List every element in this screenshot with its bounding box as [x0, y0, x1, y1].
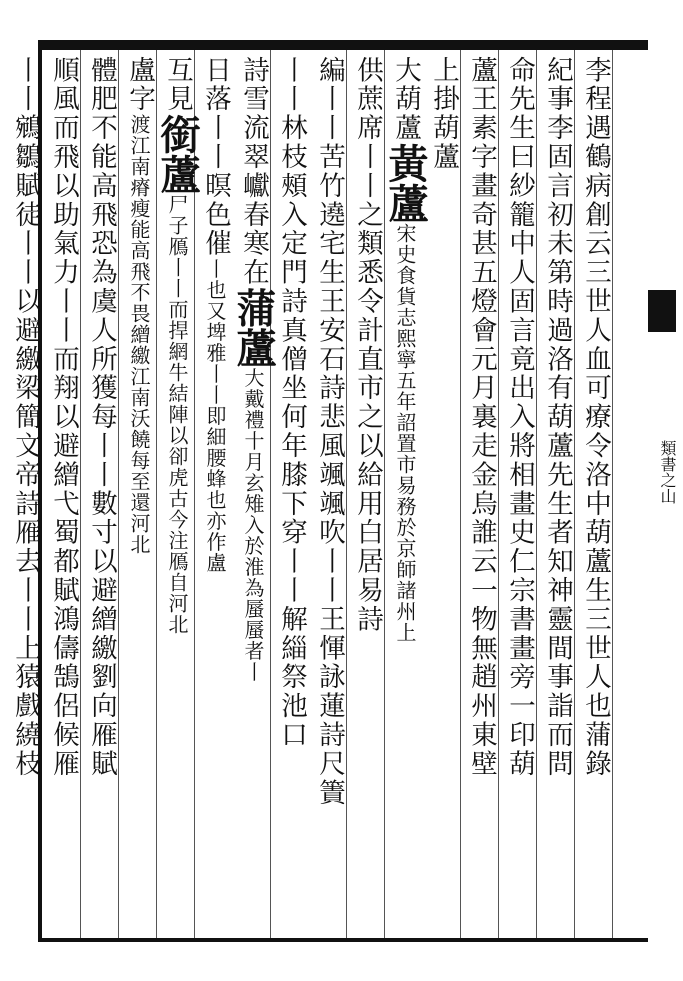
entry-heading: 蒲蘆 — [230, 287, 277, 368]
text-column — [154, 56, 201, 934]
text-column: 紀事李固言初未第時過洛有葫蘆先生者知神靈間事詣而問 — [542, 56, 573, 779]
column-text: 盧字 — [124, 56, 155, 114]
column-text: 互見 — [162, 56, 193, 114]
column-text: 宋史食貨志熙寧五年詔置市易務於京師諸州上 — [393, 222, 417, 643]
text-column: 命先生曰紗籠中人固言竟出入將相畫史仁宗書畫旁一印葫 — [504, 56, 535, 779]
text-column — [424, 56, 462, 934]
text-column — [196, 56, 234, 934]
text-column: 丨丨林枝頰入定門詩真僧坐何年膝下穿丨丨解緇祭池口 — [276, 56, 307, 750]
column-text: 上掛葫蘆 — [428, 56, 459, 172]
text-column: 編丨丨苦竹遶宅生王安石詩悲風颯颯吹丨丨王惲詠蓮詩尺簀 — [314, 56, 345, 808]
text-column — [348, 56, 386, 934]
page-bottom-border — [38, 938, 648, 942]
text-column: 體肥不能高飛恐為虞人所獲每丨丨數寸以避繒繳劉向雁賦 — [86, 56, 117, 779]
column-text: 尸子鴈丨丨而捍網牛結陣以卻虎古今注鴈自河北 — [165, 193, 189, 635]
text-column — [382, 56, 429, 934]
column-text: 大葫蘆 — [390, 56, 421, 143]
fold-tab-mark — [648, 290, 676, 332]
text-column: 順風而飛以助氣力丨丨而翔以避繒弋蜀都賦鴻儔鵠侶候雁 — [48, 56, 79, 779]
text-column: 丨丨鵷鶵賦徒丨丨以避繳梁簡文帝詩雁去丨丨上猿戲繞枝 — [10, 56, 41, 779]
column-text: 丨也又埤雅丨丨即細腰蜂也亦作盧 — [203, 258, 227, 574]
column-text: 供蔗席丨丨之類悉令計直市之以給用白居易詩 — [352, 56, 383, 634]
column-text: 詩雪流翠巘春寒在 — [238, 56, 269, 288]
text-column: 蘆王素字畫奇甚五燈會元月裏走金烏誰云一物無趙州東壁 — [466, 56, 497, 779]
text-column: 李程遇鶴病創云三世人血可療令洛中葫蘆生三世人也蒲錄 — [580, 56, 611, 779]
entry-heading: 銜蘆 — [154, 113, 201, 194]
column-text: 渡江南瘠瘦能高飛不畏繒繳江南沃饒每至還河北 — [127, 113, 151, 555]
page-top-border — [38, 40, 648, 50]
marginal-note: 類書之山 — [658, 440, 677, 504]
text-column — [120, 56, 158, 934]
column-text: 大戴禮十月玄雉入於淮為蜃蜃者丨 — [241, 367, 265, 683]
column-text: 日落丨丨暝色催 — [200, 56, 231, 259]
text-column — [230, 56, 277, 934]
entry-heading: 黃蘆 — [382, 142, 429, 223]
